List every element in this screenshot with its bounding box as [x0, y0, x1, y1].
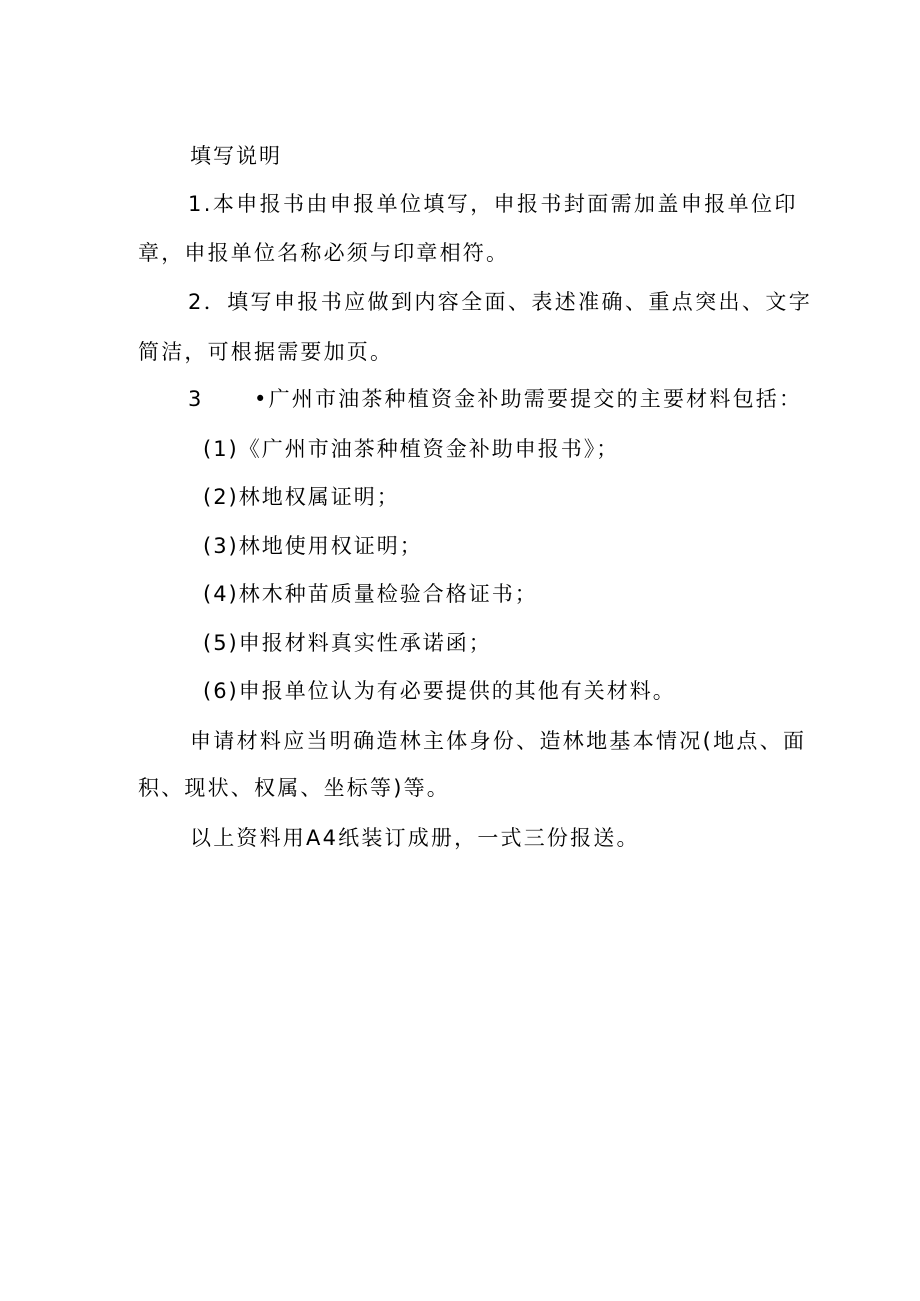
list-item: (3)林地使用权证明；	[203, 534, 423, 558]
paragraph-1-line-1: 1.本申报书由申报单位填写，申报书封面需加盖申报单位印	[188, 192, 798, 216]
document-title: 填写说明	[190, 144, 282, 168]
paragraph-4-line-1: 申请材料应当明确造林主体身份、造林地基本情况(地点、面	[190, 729, 807, 753]
paragraph-2-line-2: 简洁，可根据需要加页。	[138, 340, 394, 364]
list-item: (1)《广州市油茶种植资金补助申报书》；	[203, 437, 620, 461]
paragraph-3-text: •广州市油茶种植资金补助需要提交的主要材料包括：	[254, 387, 803, 411]
paragraph-4-line-2: 积、现状、权属、坐标等)等。	[138, 776, 450, 800]
list-item: (5)申报材料真实性承诺函；	[203, 631, 492, 655]
list-item: (4)林木种苗质量检验合格证书；	[203, 582, 538, 606]
paragraph-3	[188, 385, 802, 413]
paragraph-1-line-2: 章，申报单位名称必须与印章相符。	[138, 241, 510, 265]
paragraph-3-number: 3	[188, 387, 204, 411]
list-item: (2)林地权属证明；	[203, 485, 400, 509]
list-item: (6)申报单位认为有必要提供的其他有关材料。	[203, 679, 676, 703]
paragraph-2-line-1: 2．填写申报书应做到内容全面、表述准确、重点突出、文字	[188, 290, 813, 314]
paragraph-5: 以上资料用A4纸装订成册，一式三份报送。	[190, 826, 640, 850]
